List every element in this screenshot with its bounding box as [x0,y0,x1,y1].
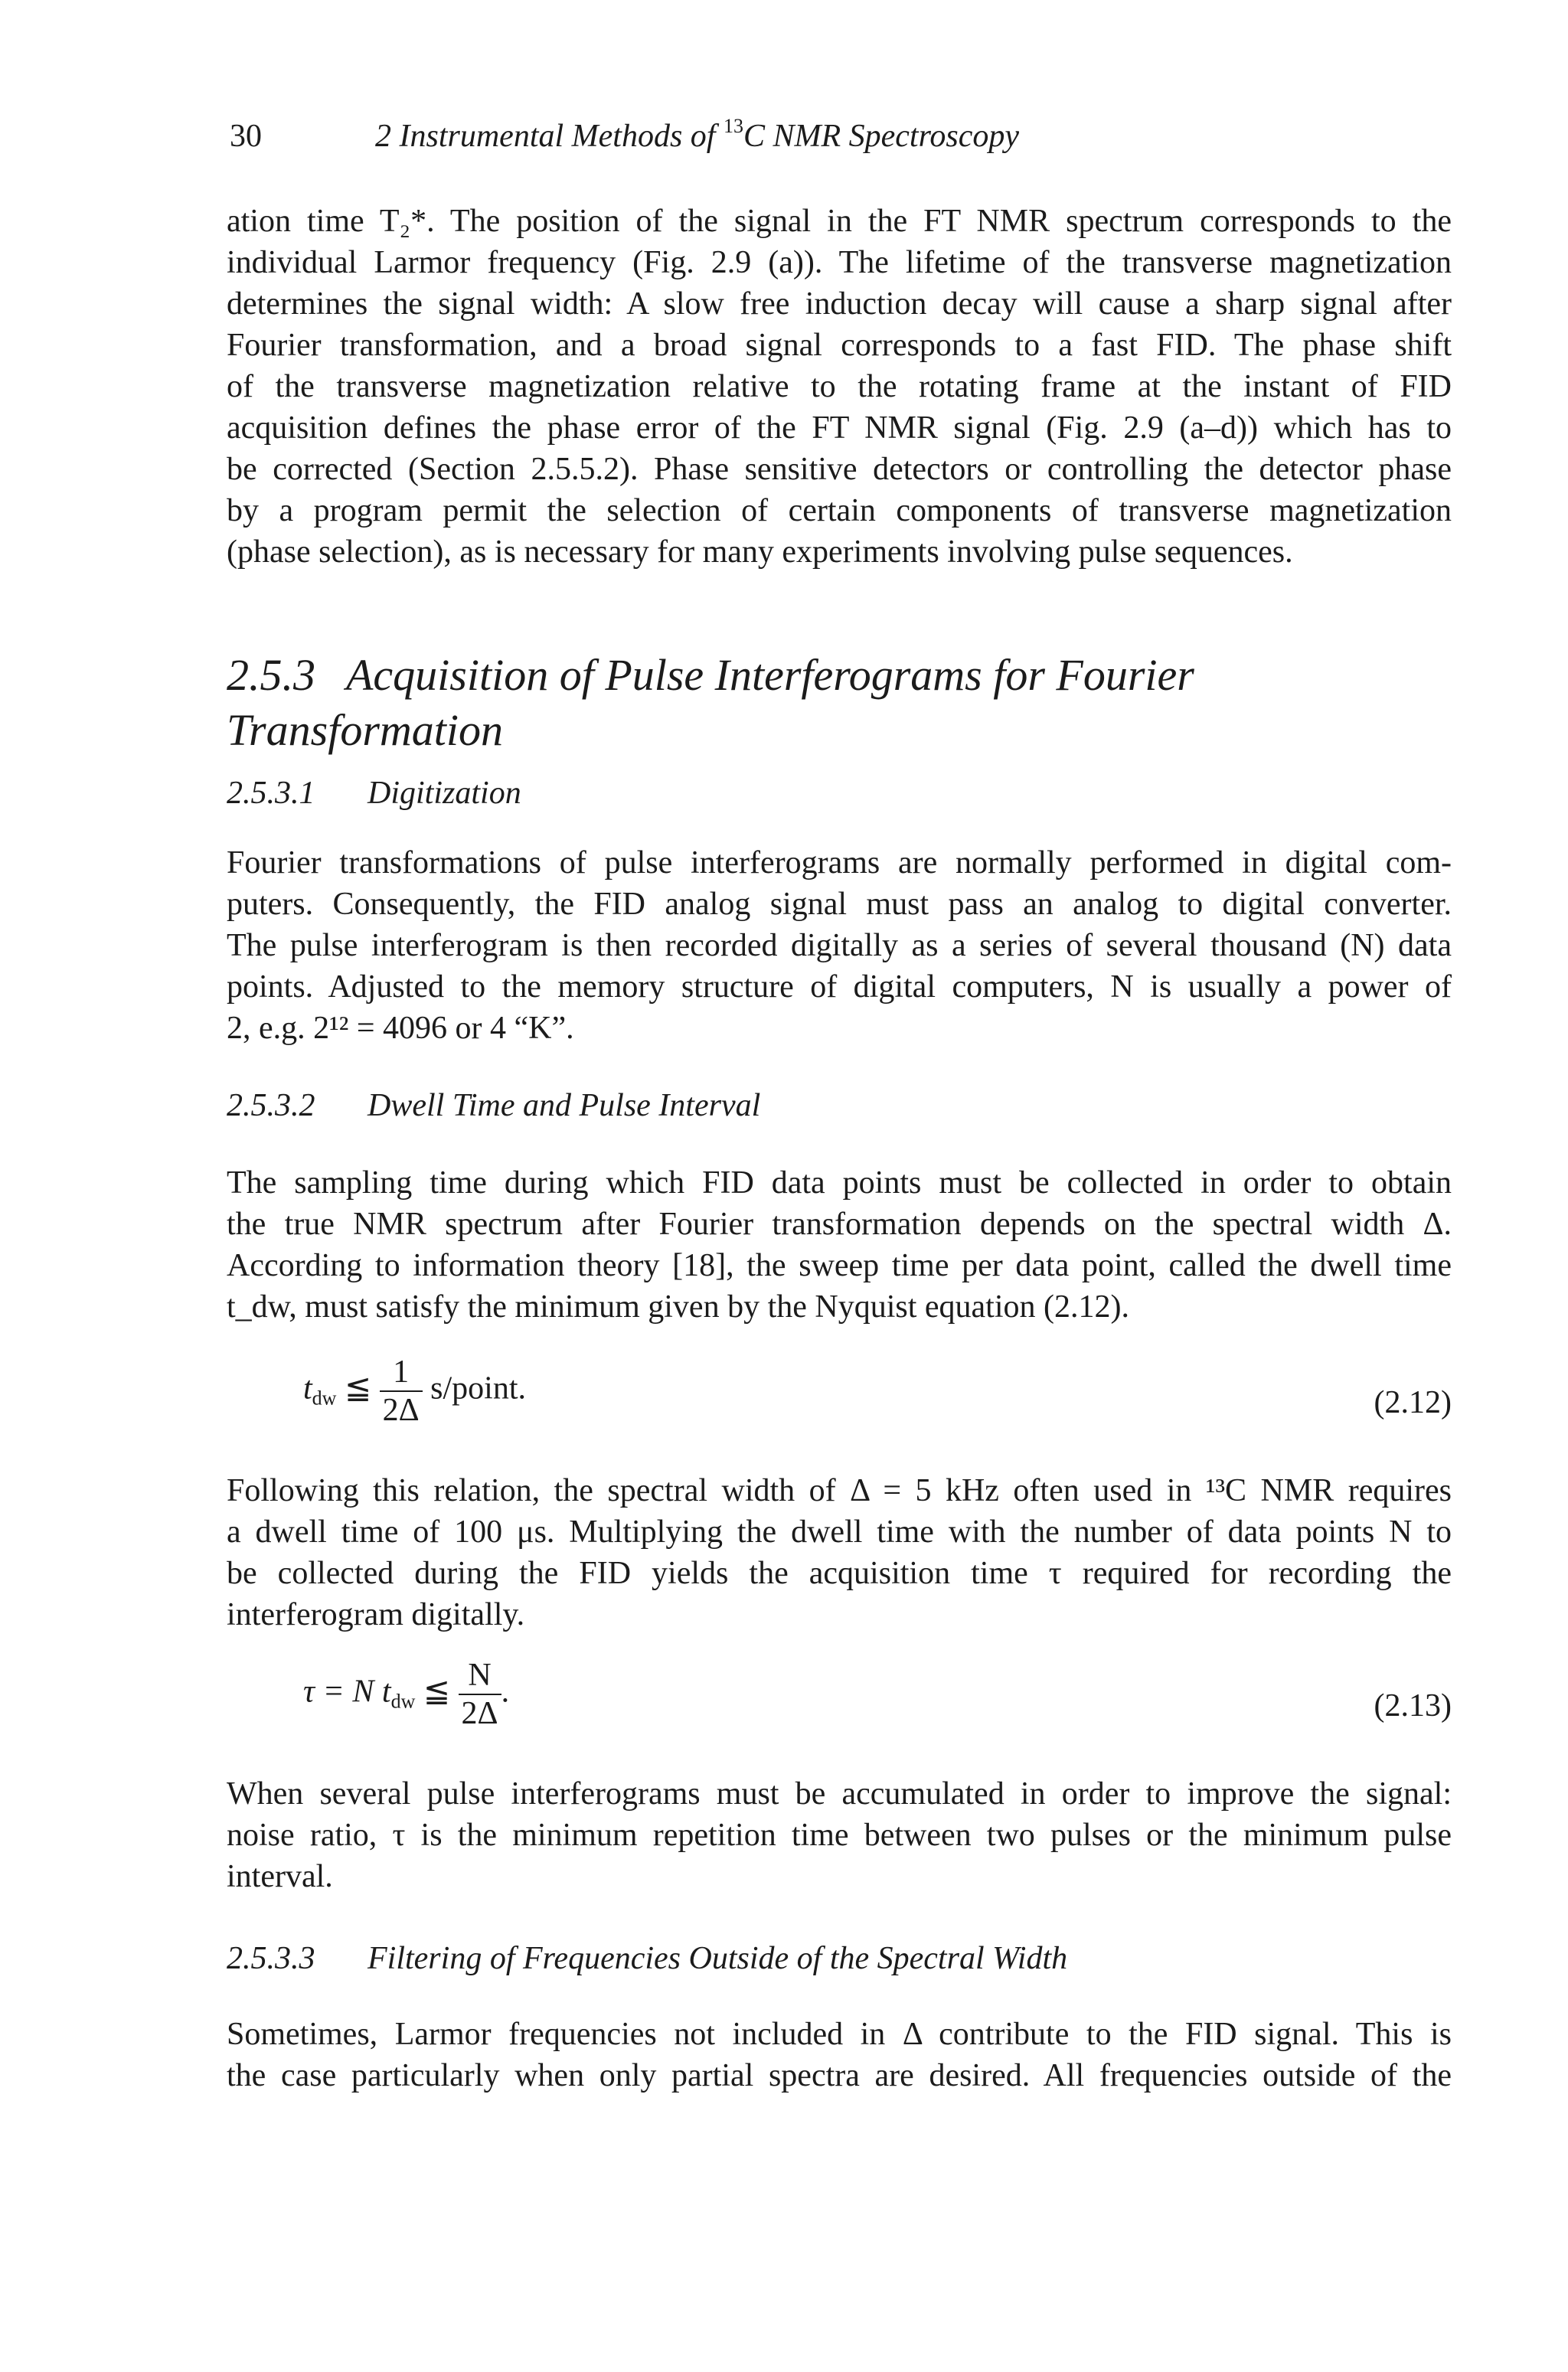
text-line: a dwell time of 100 μs. Multiplying the dwell time with the number of data points N to [227,1514,1452,1550]
text-line: noise ratio, τ is the minimum repetition time between two pulses or the minimum pulse [227,1818,1452,1853]
subsection-heading-2-5-3-3 [227,1939,1067,1978]
text-line: the true NMR spectrum after Fourier transformation depends on the spectral width Δ. [227,1207,1452,1242]
intro-paragraph [227,201,1452,573]
equation-body: τ = N $t_{dw}$ ≦ $\frac{N}{2\Delta}$ . [303,1658,510,1731]
dwell-time-paragraph-2 [227,1470,1452,1635]
subsection-heading-2-5-3-1 [227,773,521,813]
text-line: (phase selection), as is necessary for many experiments involving pulse sequences. [227,534,1293,570]
subsection-number: 2.5.3.2 [227,1088,315,1123]
equation-body: $t_{dw}$ ≦ $\frac{1}{2\Delta}$ s/point. [303,1354,527,1428]
text-line: acquisition defines the phase error of the FT NMR signal (Fig. 2.9 (a–d)) which has to [227,410,1452,446]
text-line: Fourier transformations of pulse interferograms are normally performed in digital com- [227,845,1452,881]
equation-2-12 [227,1355,1452,1447]
section-number: 2.5.3 [227,650,315,700]
fraction: $\frac{1}{2\Delta}$ [380,1355,423,1427]
running-title: 2 Instrumental Methods of $^{13}$C NMR Spectroscopy [375,115,1020,154]
section-title-line2: Transformation [227,705,503,755]
subsection-number: 2.5.3.1 [227,776,315,811]
text-line: be collected during the FID yields the acquisition time τ required for recording the [227,1556,1452,1591]
pulse-interval-paragraph [227,1773,1452,1897]
text-line: interferogram digitally. [227,1597,525,1632]
dwell-time-paragraph [227,1162,1452,1328]
text-line: 2, e.g. 2¹² = 4096 or 4 “K”. [227,1011,574,1046]
subsection-title: Dwell Time and Pulse Interval [368,1088,761,1123]
text-line: When several pulse interferograms must be accumulated in order to improve the signal: [227,1776,1452,1812]
digitization-paragraph [227,842,1452,1049]
subsection-heading-2-5-3-2 [227,1086,760,1126]
fraction: $\frac{N}{2\Delta}$ [459,1658,501,1730]
equation-number: (2.13) [1374,1688,1452,1723]
text-line: Following this relation, the spectral width of Δ = 5 kHz often used in ¹³C NMR requires [227,1473,1452,1508]
text-line: puters. Consequently, the FID analog signal must pass an analog to digital converter. [227,887,1452,922]
text-line: ation time T₂*. The position of the signal in the FT NMR spectrum corresponds to the [227,204,1452,239]
equation-number: (2.12) [1374,1385,1452,1420]
text-line: determines the signal width: A slow free induction decay will cause a sharp signal after [227,286,1452,322]
text-line: individual Larmor frequency (Fig. 2.9 (a)). The lifetime of the transverse magnetization [227,245,1452,280]
text-line: The pulse interferogram is then recorded digitally as a series of several thousand (N) data [227,928,1452,963]
text-line: t_dw, must satisfy the minimum given by the Nyquist equation (2.12). [227,1289,1129,1325]
text-line: Fourier transformation, and a broad signal corresponds to a fast FID. The phase shift [227,328,1452,363]
text-line: of the transverse magnetization relative to the rotating frame at the instant of FID [227,369,1452,404]
subsection-number: 2.5.3.3 [227,1941,315,1976]
section-heading-2-5-3 [227,648,1452,758]
subsection-title: Digitization [368,776,521,811]
section-title-line1: Acquisition of Pulse Interferograms for Fourier [346,650,1194,700]
page-number: 30 [230,119,262,154]
text-line: According to information theory [18], the sweep time per data point, called the dwell time [227,1248,1452,1283]
running-head [230,116,1019,156]
filtering-paragraph [227,2014,1452,2096]
text-line: points. Adjusted to the memory structure of digital computers, N is usually a power of [227,969,1452,1005]
equation-2-13 [227,1658,1452,1750]
text-line: be corrected (Section 2.5.5.2). Phase sensitive detectors or controlling the detector phase [227,452,1452,487]
text-line: Sometimes, Larmor frequencies not included in Δ contribute to the FID signal. This is [227,2017,1452,2052]
subsection-title: Filtering of Frequencies Outside of the Spectral Width [368,1941,1068,1976]
text-line: by a program permit the selection of certain components of transverse magnetization [227,493,1452,528]
text-line: The sampling time during which FID data points must be collected in order to obtain [227,1165,1452,1201]
text-line: interval. [227,1859,333,1894]
text-line: the case particularly when only partial spectra are desired. All frequencies outside of the [227,2058,1452,2093]
